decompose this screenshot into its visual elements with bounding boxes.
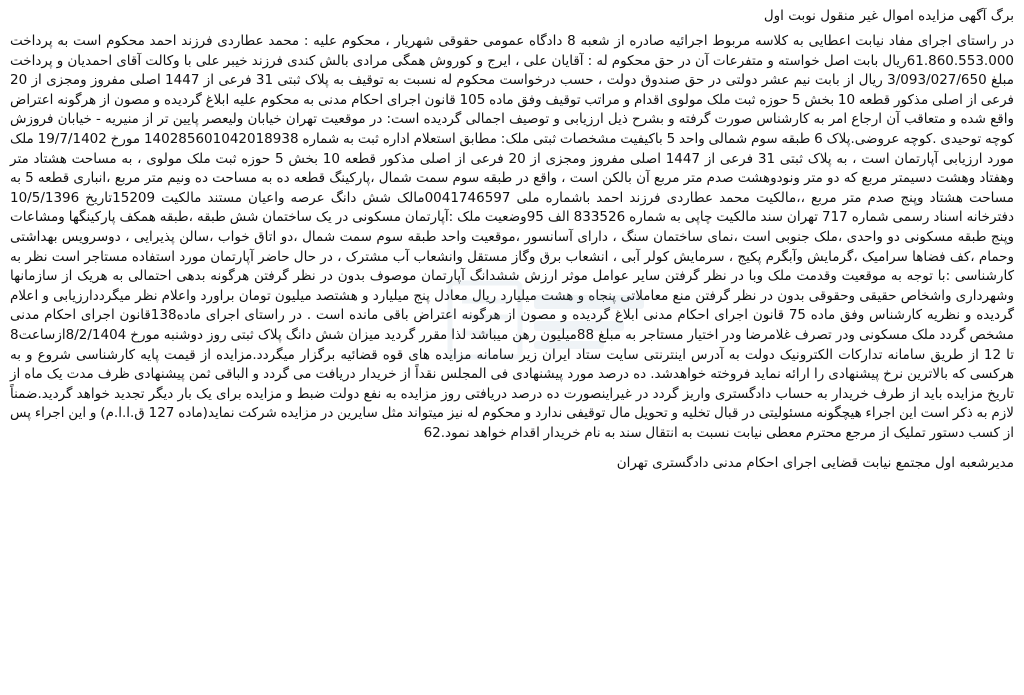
notice-signature: مدیرشعبه اول مجتمع نیابت قضایی اجرای احکام مدنی دادگستری تهران	[616, 455, 1014, 472]
notice-body: در راستای اجرای مفاد نیابت اعطایی به کلاسه مربوط اجرائیه صادره از شعبه 8 دادگاه عمومی حقوقی شهریار ، محکوم علیه : محمد عطاردی فرزند احمد محکوم است به پرداخت 61.860.553.000ریال بابت اصل خواسته و متفرعات آن در حق محکوم له : آقایان علی ، ایرج و کوروش همگی مرادی بالش کندی فرزند خیبر علی با وکالت آقای احمدیان و پرداخت مبلغ 3/093/027/650 ریال از بابت نیم عشر دولتی در حق صندوق دولت ، حسب درخواست محکوم له نسبت به توقیف به پلاک ثبتی 31 فرعی از 1447 اصلی مفروز ومجزی از 20 فرعی از اصلی مذکور قطعه 10 بخش 5 حوزه ثبت ملک مولوی اقدام و مراتب توقیف وفق ماده 105 قانون اجرای احکام مدنی به محکوم علیه ابلاغ گردیده و مصون از هرگونه اعتراض واقع شده و متعاقب آن ارجاع امر به کارشناس صورت گرفته و بشرح ذیل ارزیابی و توصیف اجمالی گردیده است: در موقعیت تهران خیابان ولیعصر پایین تر از منیریه - خیابان فروزش کوچه توحیدی .کوچه عروضی.پلاک 6 طبقه سوم شمالی واحد 5 باکیفیت مشخصات ثبتی ملک: مطابق استعلام اداره ثبت به شماره 140285601042018938 مورخ 19/7/1402 ملک مورد ارزیابی آپارتمان است ، به پلاک ثبتی 31 فرعی از 1447 اصلی مفروز ومجزی از 20 فرعی از اصلی مذکور قطعه 10 بخش 5 حوزه ثبت ملک مولوی ، به مساحت هشتاد متر وهفتاد وهشت دسیمتر مربع که دو متر ونودوهشت صدم متر مربع آن بالکن است ، واقع در طبقه سوم سمت شمال ،پارکینگ قطعه ده به مساحت ده ونیم متر مربع ،انباری قطعه 5 به مساحت هشتاد وپنج صدم متر مربع ،،مالکیت محمد عطاردی فرزند احمد باشماره ملی 0041746597مالک شش دانگ عرصه واعیان مستند مالکیت 15209تاریخ 10/5/1396 دفترخانه اسناد رسمی شماره 717 تهران سند مالکیت چاپی به شماره 833526 الف 95وضعیت ملک :آپارتمان مسکونی در یک ساختمان شش طبقه ،طبقه همکف پارکینگها ومشاعات وپنج طبقه مسکونی دو واحدی ،ملک جنوبی است ،نمای ساختمان سنگ ، دارای آسانسور ،موقعیت واحد طبقه سوم سمت شمال ،دو اتاق خواب ،سالن پذیرایی ، دوسرویس بهداشتی وحمام ،کف فضاها سرامیک ،گرمایش وآبگرم پکیج ، سرمایش کولر آبی ، انشعاب برق وگاز مستقل وانشعاب آب مشترک ، در حال حاضر آپارتمان مورد استفاده مستاجر است نظر به کارشناسی :با توجه به موقعیت وقدمت ملک وبا در نظر گرفتن سایر عوامل موثر ارزش ششدانگ آپارتمان موصوف بدون در نظر گرفتن هرگونه بدهی احتمالی به هریک از سازمانها وشهرداری واشخاص حقیقی وحقوقی بدون در نظر گرفتن منع معاملاتی پنجاه و هشت میلیارد ریال معادل پنج میلیارد و هشتصد میلیون تومان براورد واعلام نظر میگرددارزیابی و اعلام گردیده و نظریه کارشناس وفق ماده 75 قانون اجرای احکام مدنی ابلاغ گردیده و مصون از هرگونه اعتراض باقی مانده است . در راستای اجرای ماده138قانون اجرای احکام مدنی مشخص گردد ملک مسکونی ودر تصرف غلامرضا ودر اختیار مستاجر به مبلغ 88میلیون رهن میباشد لذا مقرر گردید میزان شش دانگ پلاک ثبتی روز دوشنبه مورخ 8/2/1404ازساعت8 تا 12 از طریق سامانه تدارکات الکترونیک دولت به آدرس اینترنتی سایت ستاد ایران زیر سامانه مزایده های قوه قضائیه برگزار میگردد.مزایده از قیمت پایه کارشناسی شروع و به هرکسی که بالاترین نرخ پیشنهادی را ارائه نماید فروخته خواهدشد. ده درصد مورد پیشنهادی فی المجلس نقداً از خریدار دریافت می گردد و الباقی ثمن پیشنهادی ظرف مدت یک ماه از تاریخ مزایده باید از طرف خریدار به حساب دادگستری واریز گردد در غیراینصورت ده درصد دریافتی روز مزایده به نفع دولت ضبط و مزایده برای یک بار دیگر تجدید خواهد گردید.ضمناً لازم به ذکر است این اجراء هیچگونه مسئولیتی در قبال تخلیه و تحویل مال توقیفی ندارد و محکوم له نیز میتواند مثل سایرین در مزایده شرکت نماید(ماده 127 ق.ا.ا.م) و این اجراء پس از کسب دستور تملیک از مرجع محترم معطی نیابت نسبت به انتقال سند به نام خریدار اقدام خواهد نمود.62	[10, 33, 1015, 441]
notice-title: برگ آگهی مزایده اموال غیر منقول نوبت اول	[763, 8, 1014, 24]
